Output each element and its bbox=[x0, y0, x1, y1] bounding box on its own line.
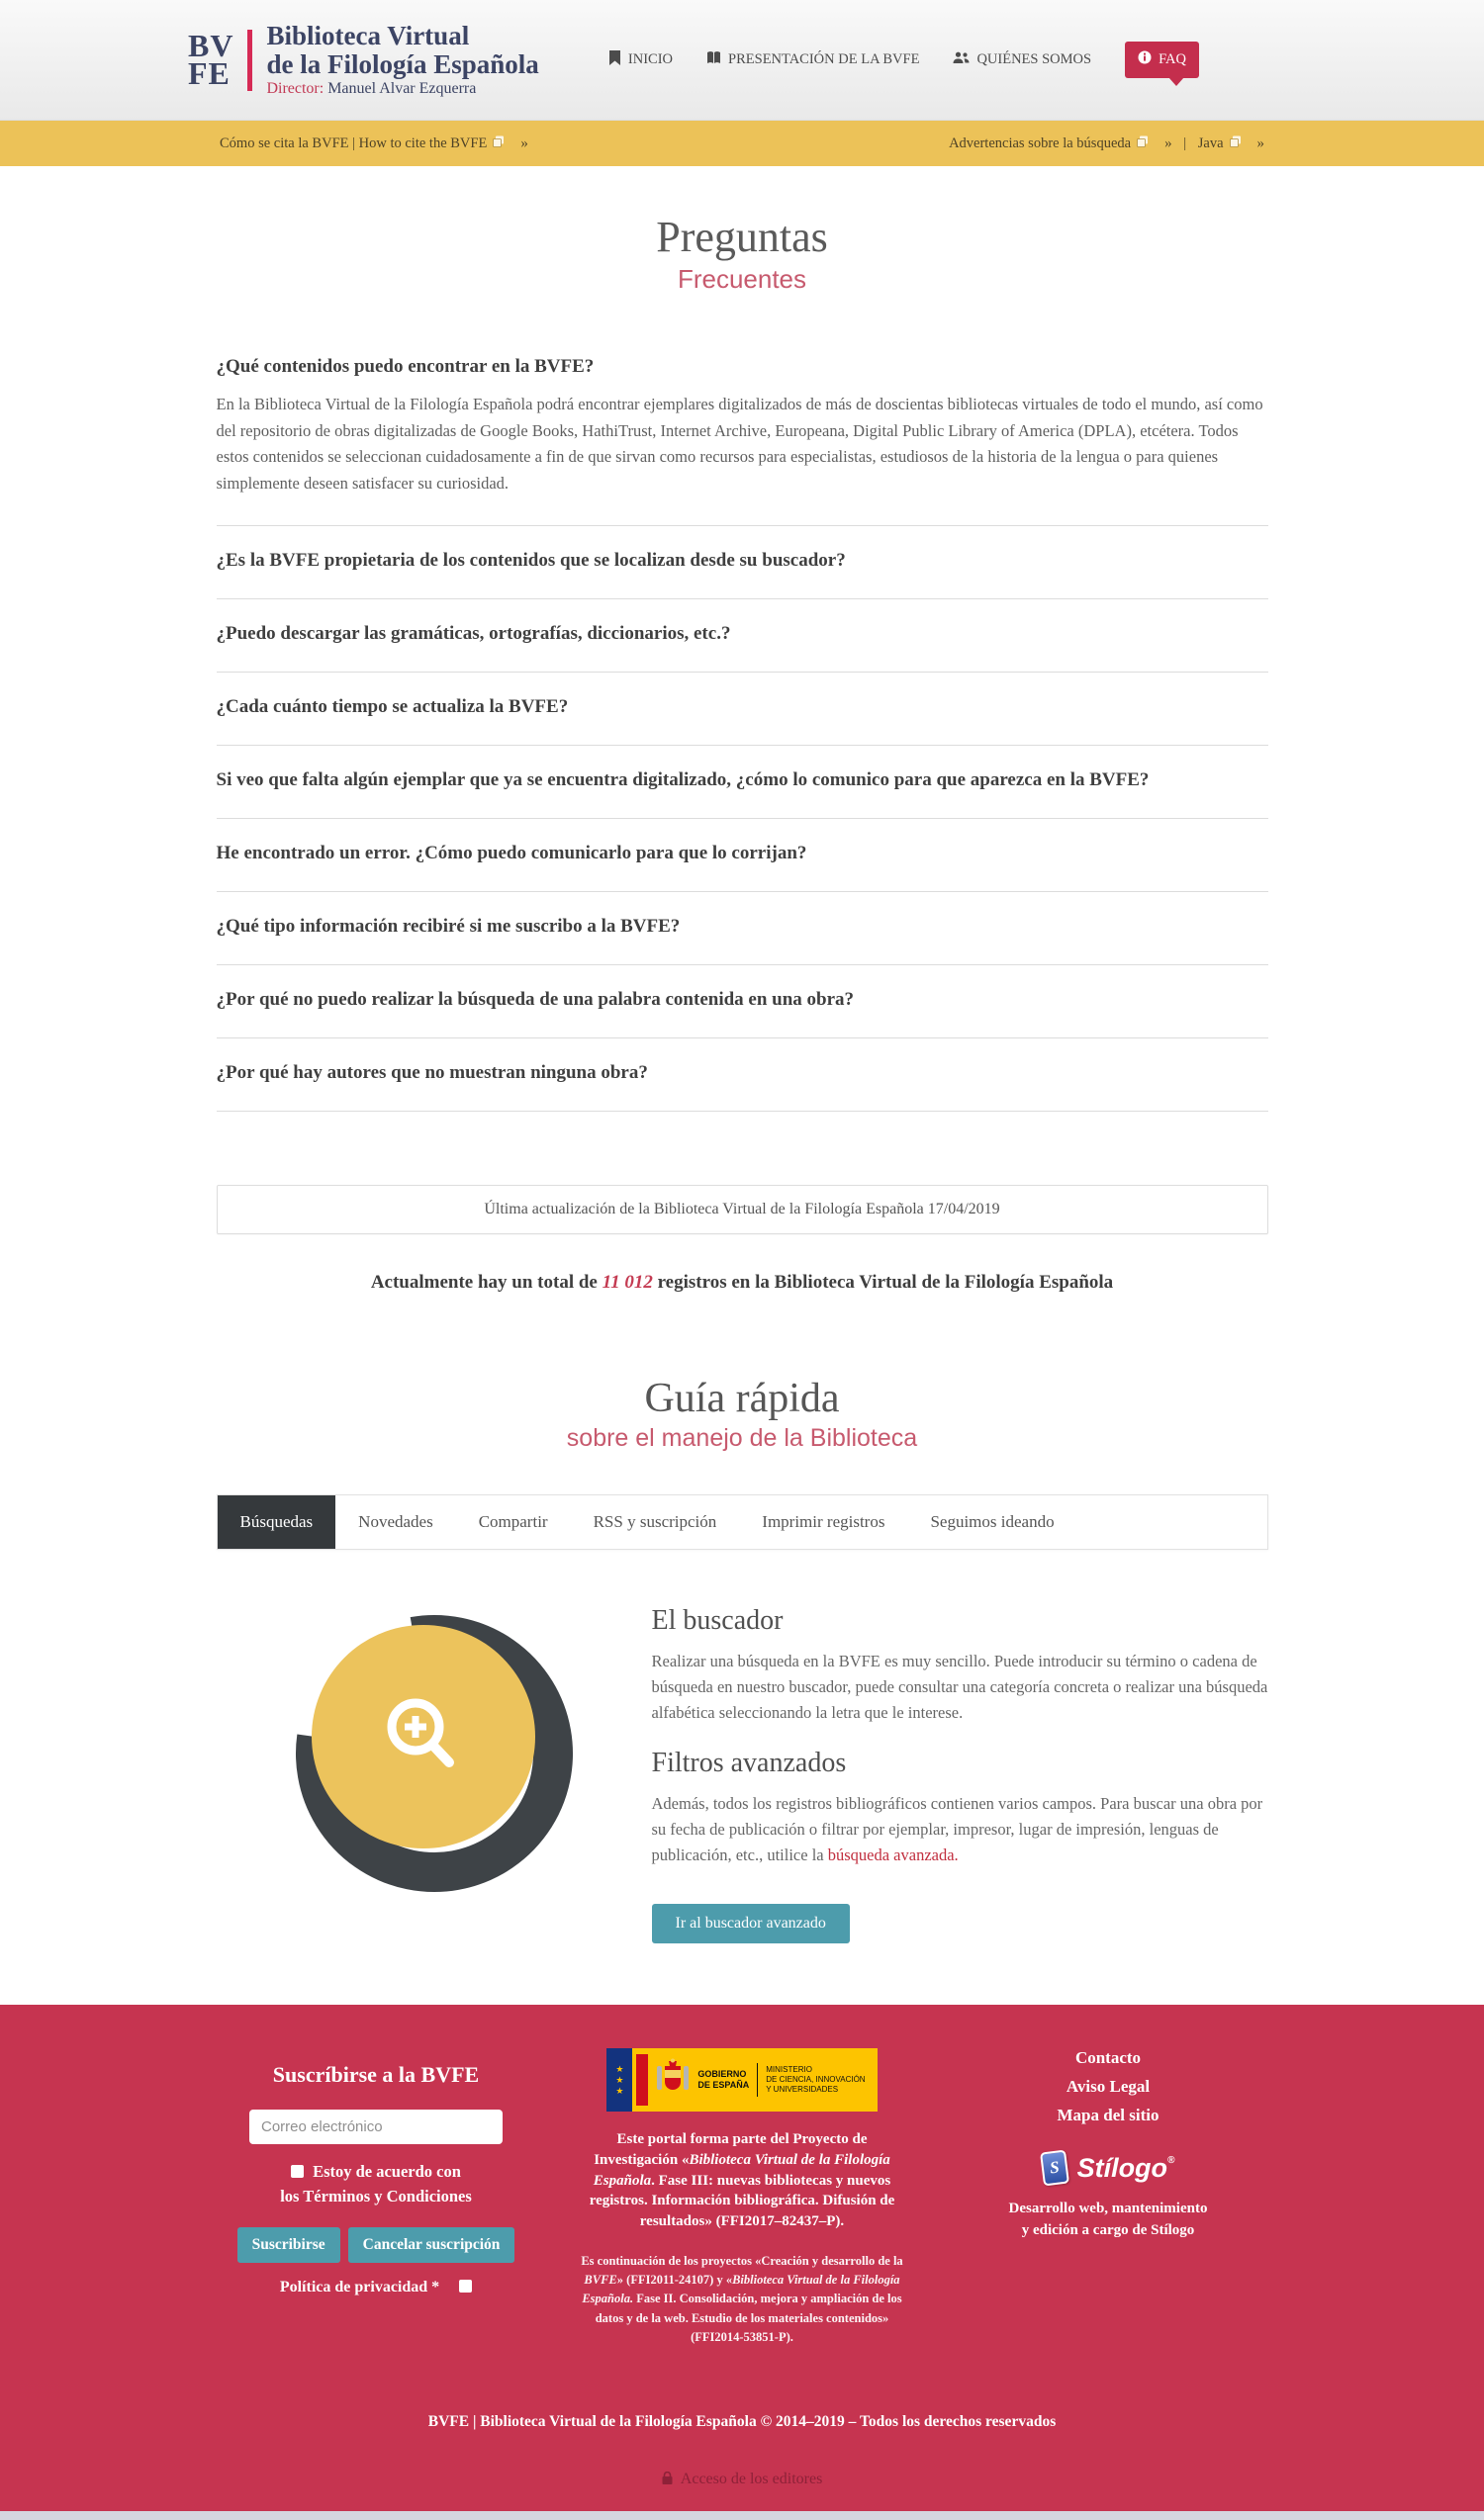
faq-question[interactable]: ¿Puedo descargar las gramáticas, ortografías, diccionarios, etc.? bbox=[216, 622, 731, 644]
logo-initials: BV FE bbox=[188, 27, 234, 91]
stilogo-logo[interactable] bbox=[940, 2151, 1276, 2185]
tab-panel-busquedas bbox=[217, 1550, 1268, 1943]
last-update-box: Última actualización de la Biblioteca Virtual de la Filología Española 17/04/2019 bbox=[217, 1185, 1268, 1234]
guide-title: Guía rápida bbox=[644, 1375, 840, 1421]
nav-item-inicio[interactable]: INICIO bbox=[608, 50, 673, 70]
faq-question[interactable]: He encontrado un error. ¿Cómo puedo comunicarlo para que lo corrijan? bbox=[216, 842, 807, 863]
advanced-search-link[interactable]: búsqueda avanzada. bbox=[827, 1845, 959, 1865]
panel-heading-buscador: El buscador bbox=[651, 1604, 784, 1636]
records-total: Actualmente hay un total de 11 012 registros en la Biblioteca Virtual de la Filología Española bbox=[370, 1271, 1114, 1293]
stilogo-name: Stílogo® bbox=[1076, 2152, 1175, 2183]
notice-right bbox=[949, 135, 1264, 152]
external-link-icon bbox=[1137, 135, 1149, 152]
faq-item bbox=[217, 673, 1268, 746]
tab-rss[interactable]: RSS y suscripción bbox=[593, 1511, 717, 1531]
external-link-icon bbox=[493, 135, 505, 152]
site-header bbox=[0, 0, 1484, 121]
email-field[interactable] bbox=[249, 2110, 503, 2144]
guide-title-block bbox=[217, 1375, 1268, 1453]
faq-item-open bbox=[217, 356, 1268, 526]
faq-item bbox=[217, 746, 1268, 819]
faq-question[interactable]: ¿Qué contenidos puedo encontrar en la BVFE? bbox=[216, 356, 595, 377]
panel-text-buscador: Realizar una búsqueda en la BVFE es muy sencillo. Puede introducir su término o cadena de búsqueda en nuestro buscador, puede consultar una categoría concreta o realizar una búsqueda alfabética seleccionando la letra que le interese. bbox=[651, 1651, 1268, 1722]
site-footer bbox=[0, 2005, 1484, 2519]
users-icon bbox=[953, 51, 970, 69]
faq-item bbox=[217, 819, 1268, 892]
subscribe-button[interactable]: Suscribirse bbox=[237, 2227, 340, 2263]
faq-question[interactable]: ¿Por qué no puedo realizar la búsqueda de una palabra contenida en una obra? bbox=[216, 988, 855, 1010]
cancel-subscription-button[interactable]: Cancelar suscripción bbox=[348, 2227, 515, 2263]
spain-flag-stripe bbox=[636, 2054, 648, 2106]
java-link[interactable]: Java » bbox=[1197, 135, 1264, 151]
legal-notice-link[interactable]: Aviso Legal bbox=[1066, 2077, 1151, 2097]
faq-question[interactable]: ¿Qué tipo información recibiré si me suscribo a la BVFE? bbox=[216, 915, 681, 937]
terms-checkbox[interactable] bbox=[291, 2165, 304, 2178]
advanced-search-button[interactable]: Ir al buscador avanzado bbox=[652, 1904, 850, 1943]
panel-text-filtros: Además, todos los registros bibliográficos contienen varios campos. Para buscar una obra por su fecha de publicación o filtrar por ejemplar, impresor, lugar de impresión, lenguas de publicación, etc., utilice la búsqueda avanzada. bbox=[651, 1794, 1263, 1865]
faq-question[interactable]: ¿Por qué hay autores que no muestran ninguna obra? bbox=[216, 1061, 648, 1083]
chevron-right: » bbox=[1256, 135, 1264, 151]
chevron-right: » bbox=[1164, 135, 1172, 151]
spain-coat-of-arms-icon bbox=[656, 2058, 690, 2103]
project-column bbox=[574, 2048, 910, 2347]
site-director: Director: Manuel Alvar Ezquerra bbox=[266, 79, 477, 97]
subscribe-title: Suscríbirse a la BVFE bbox=[272, 2062, 480, 2088]
page-title: Preguntas bbox=[656, 213, 828, 261]
links-column bbox=[940, 2048, 1276, 2347]
faq-answer: En la Biblioteca Virtual de la Filología Española podrá encontrar ejemplares digitalizados de más de doscientas bibliotecas virtuales de todo el mundo, así como del repositorio de obras digitalizadas de Google Books, HathiTrust, Internet Archive, Europeana, Digital Public Library of America (DPLA), etcétera. Todos estos contenidos se seleccionan cuidadosamente a fin de que sirvan como recursos para especialistas, estudiosos de la historia de la lengua o para quienes simplemente deseen satisfacer su curiosidad. bbox=[216, 395, 1263, 494]
page-subtitle: Frecuentes bbox=[677, 264, 807, 294]
search-illustration bbox=[217, 1605, 652, 1943]
faq-item bbox=[217, 892, 1268, 965]
project-continuation: Es continuación de los proyectos «Creación y desarrollo de la BVFE» (FFI2011-24107) y «Biblioteca Virtual de la Filología Española. Fase II. Consolidación, mejora y ampliación de los datos y de la web. Estudio de los materiales contenidos» (FFI2014-53851-P). bbox=[581, 2253, 903, 2345]
panel-heading-filtros: Filtros avanzados bbox=[651, 1748, 847, 1779]
faq-page-title bbox=[0, 166, 1484, 295]
terms-link[interactable]: los Términos y Condiciones bbox=[280, 2187, 472, 2205]
tab-imprimir[interactable]: Imprimir registros bbox=[762, 1511, 885, 1531]
main-content bbox=[0, 166, 1484, 2005]
nav-item-presentacion[interactable]: PRESENTACIÓN DE LA BVFE bbox=[706, 50, 919, 69]
editors-access[interactable]: Acceso de los editores bbox=[0, 2471, 1484, 2511]
faq-item bbox=[217, 599, 1268, 673]
book-icon bbox=[706, 50, 721, 69]
stilogo-caption: Desarrollo web, mantenimiento y edición a cargo de Stílogo bbox=[1008, 2201, 1208, 2238]
cite-link[interactable]: Cómo se cita la BVFE | How to cite the BVFE » bbox=[220, 135, 528, 151]
tab-novedades[interactable]: Novedades bbox=[358, 1511, 433, 1531]
guide-subtitle: sobre el manejo de la Biblioteca bbox=[566, 1423, 918, 1452]
gobierno-espana-logo bbox=[606, 2048, 877, 2112]
site-title-line1: Biblioteca Virtual bbox=[266, 21, 470, 51]
faq-question[interactable]: ¿Cada cuánto tiempo se actualiza la BVFE? bbox=[216, 695, 569, 717]
notice-separator: | bbox=[1183, 135, 1187, 151]
contact-link[interactable]: Contacto bbox=[1074, 2048, 1142, 2068]
faq-item bbox=[217, 526, 1268, 599]
privacy-checkbox[interactable] bbox=[459, 2280, 472, 2293]
stilogo-icon: S bbox=[1040, 2150, 1069, 2187]
main-nav bbox=[608, 42, 1199, 78]
lock-icon bbox=[662, 2472, 673, 2489]
copyright: BVFE | Biblioteca Virtual de la Filología Española © 2014–2019 – Todos los derechos reservados bbox=[427, 2412, 1057, 2430]
tab-seguimos[interactable]: Seguimos ideando bbox=[930, 1511, 1055, 1531]
external-link-icon bbox=[1230, 135, 1242, 152]
notice-bar bbox=[0, 121, 1484, 166]
faq-item bbox=[217, 965, 1268, 1038]
guide-tabs bbox=[217, 1494, 1268, 1550]
logo-divider bbox=[247, 30, 252, 91]
sitemap-link[interactable]: Mapa del sitio bbox=[1057, 2106, 1159, 2125]
ministerio-text: MINISTERIO DE CIENCIA, INNOVACIÓN Y UNIVERSIDADES bbox=[766, 2064, 866, 2095]
faq-question[interactable]: Si veo que falta algún ejemplar que ya se encuentra digitalizado, ¿cómo lo comunico para que aparezca en la BVFE? bbox=[216, 768, 1150, 790]
nav-item-faq[interactable]: FAQ bbox=[1125, 42, 1199, 78]
subscribe-column bbox=[208, 2048, 544, 2347]
eu-flag-strip: ★ ★ ★ bbox=[606, 2048, 632, 2112]
project-description: Este portal forma parte del Proyecto de Investigación «Biblioteca Virtual de la Filología Española. Fase III: nuevas bibliotecas y nuevos registros. Información bibliográfica. Difusión de resultados» (FFI2017–82437–P). bbox=[589, 2131, 895, 2229]
nav-item-quienes-somos[interactable]: QUIÉNES SOMOS bbox=[953, 51, 1091, 69]
info-icon bbox=[1138, 50, 1152, 69]
bottom-strip bbox=[0, 2511, 1484, 2520]
site-logo[interactable] bbox=[188, 22, 539, 97]
search-warnings-link[interactable]: Advertencias sobre la búsqueda » bbox=[949, 135, 1172, 151]
privacy-row bbox=[208, 2279, 544, 2296]
gobierno-text: GOBIERNO DE ESPAÑA bbox=[697, 2069, 750, 2091]
faq-list bbox=[217, 356, 1268, 1112]
faq-item bbox=[217, 1038, 1268, 1112]
privacy-link[interactable]: Política de privacidad * bbox=[279, 2278, 440, 2295]
faq-question[interactable]: ¿Es la BVFE propietaria de los contenidos que se localizan desde su buscador? bbox=[216, 549, 846, 571]
tab-compartir[interactable]: Compartir bbox=[478, 1511, 548, 1531]
bookmark-icon bbox=[608, 50, 621, 70]
chevron-right: » bbox=[520, 135, 528, 151]
zoom-search-icon bbox=[312, 1625, 535, 1848]
tab-busquedas[interactable]: Búsquedas bbox=[218, 1495, 336, 1549]
site-title-line2: de la Filología Española bbox=[266, 48, 539, 79]
terms-agreement: Estoy de acuerdo con los Términos y Condiciones bbox=[280, 2162, 472, 2205]
records-count: 11 012 bbox=[602, 1271, 653, 1293]
gov-logo-divider bbox=[757, 2063, 758, 2097]
